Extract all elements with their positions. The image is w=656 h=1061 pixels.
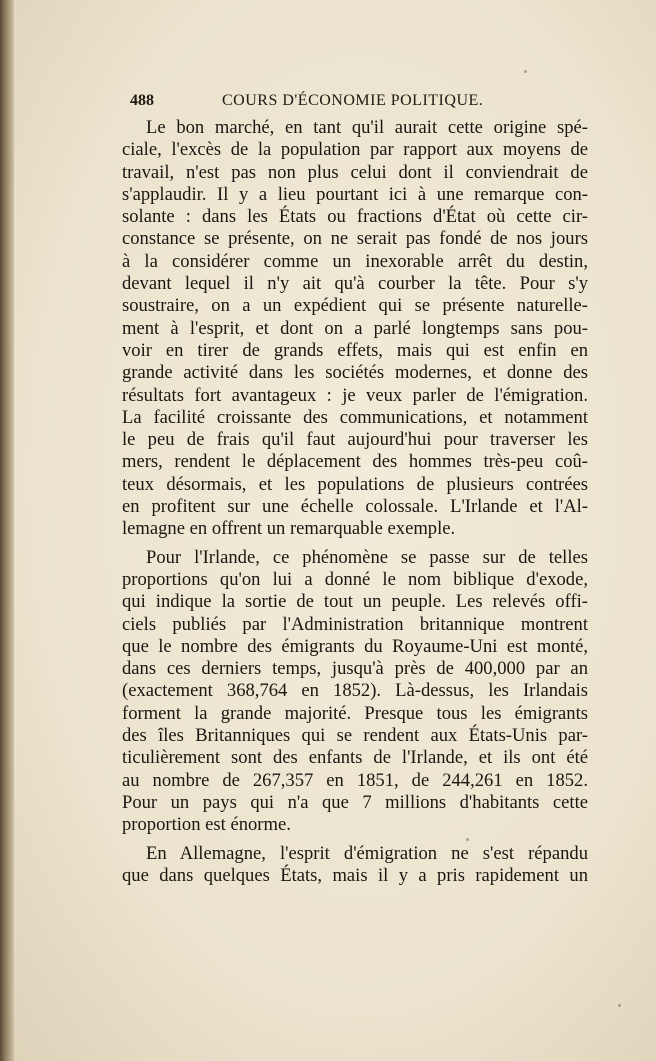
- text-line: Le bon marché, en tant qu'il aurait cette origine spé-: [146, 117, 588, 138]
- text-line: mers, rendent le déplacement des hommes très-peu coû-: [122, 451, 588, 473]
- text-line: ticulièrement sont des enfants de l'Irlande, et ils ont été: [122, 747, 588, 769]
- text-line: à la considérer comme un inexorable arrêt du destin,: [122, 250, 588, 272]
- text-line: solante : dans les États ou fractions d'État où cette cir-: [122, 206, 588, 228]
- text-line: soustraire, on a un expédient qui se présente naturelle-: [122, 295, 588, 317]
- paper-speck: [524, 70, 527, 73]
- page-binding-edge: [0, 0, 14, 1061]
- paper-speck: [466, 838, 469, 841]
- text-line: lemagne en offrent un remarquable exemple.: [122, 518, 456, 540]
- text-line: Pour un pays qui n'a que 7 millions d'habitants cette: [122, 791, 588, 813]
- paragraph: [122, 117, 588, 541]
- text-line: forment la grande majorité. Presque tous les émigrants: [122, 702, 588, 724]
- text-line: ment à l'esprit, et dont on a parlé longtemps sans pou-: [122, 317, 588, 339]
- text-line: au nombre de 267,357 en 1851, de 244,261 en 1852.: [122, 769, 588, 791]
- paragraph: [122, 547, 588, 837]
- text-line: ciels publiés par l'Administration britannique montrent: [122, 613, 588, 635]
- running-title: COURS D'ÉCONOMIE POLITIQUE.: [222, 92, 484, 109]
- text-line: que dans quelques États, mais il y a pris rapidement un: [122, 864, 588, 886]
- page-header: [122, 92, 586, 114]
- text-line: dans ces derniers temps, jusqu'à près de 400,000 par an: [122, 658, 588, 680]
- text-line: Pour l'Irlande, ce phénomène se passe sur de telles: [146, 546, 588, 568]
- page-number: 488: [130, 92, 154, 109]
- text-line: constance se présente, on ne serait pas fondé de nos jours: [122, 228, 588, 250]
- text-line: en profitent sur une échelle colossale. L'Irlande et l'Al-: [122, 496, 588, 518]
- text-line: s'applaudir. Il y a lieu pourtant ici à une remarque con-: [122, 183, 588, 205]
- text-line: voir en tirer de grands effets, mais qui est enfin en: [122, 339, 588, 361]
- paragraph: [122, 843, 588, 888]
- paper-speck: [618, 1004, 621, 1007]
- text-line: devant lequel il n'y ait qu'à courber la tête. Pour s'y: [122, 273, 588, 295]
- text-line: En Allemagne, l'esprit d'émigration ne s'est répandu: [146, 842, 588, 864]
- text-line: résultats fort avantageux : je veux parler de l'émigration.: [122, 384, 588, 406]
- text-line: que le nombre des émigrants du Royaume-Uni est monté,: [122, 635, 588, 657]
- body-text: [122, 117, 588, 887]
- text-line: (exactement 368,764 en 1852). Là-dessus, les Irlandais: [122, 680, 588, 702]
- text-line: le peu de frais qu'il faut aujourd'hui pour traverser les: [122, 429, 588, 451]
- text-line: proportion est énorme.: [122, 814, 291, 836]
- text-line: La facilité croissante des communications, et notamment: [122, 406, 588, 428]
- text-line: grande activité dans les sociétés modernes, et donne des: [122, 362, 588, 384]
- text-line: travail, n'est pas non plus celui dont il conviendrait de: [122, 161, 588, 183]
- text-line: ciale, l'excès de la population par rapport aux moyens de: [122, 139, 588, 161]
- text-line: des îles Britanniques qui se rendent aux États-Unis par-: [122, 725, 588, 747]
- text-line: teux désormais, et les populations de plusieurs contrées: [122, 473, 588, 495]
- text-line: proportions qu'on lui a donné le nom biblique d'exode,: [122, 568, 588, 590]
- text-line: qui indique la sortie de tout un peuple. Les relevés offi-: [122, 591, 588, 613]
